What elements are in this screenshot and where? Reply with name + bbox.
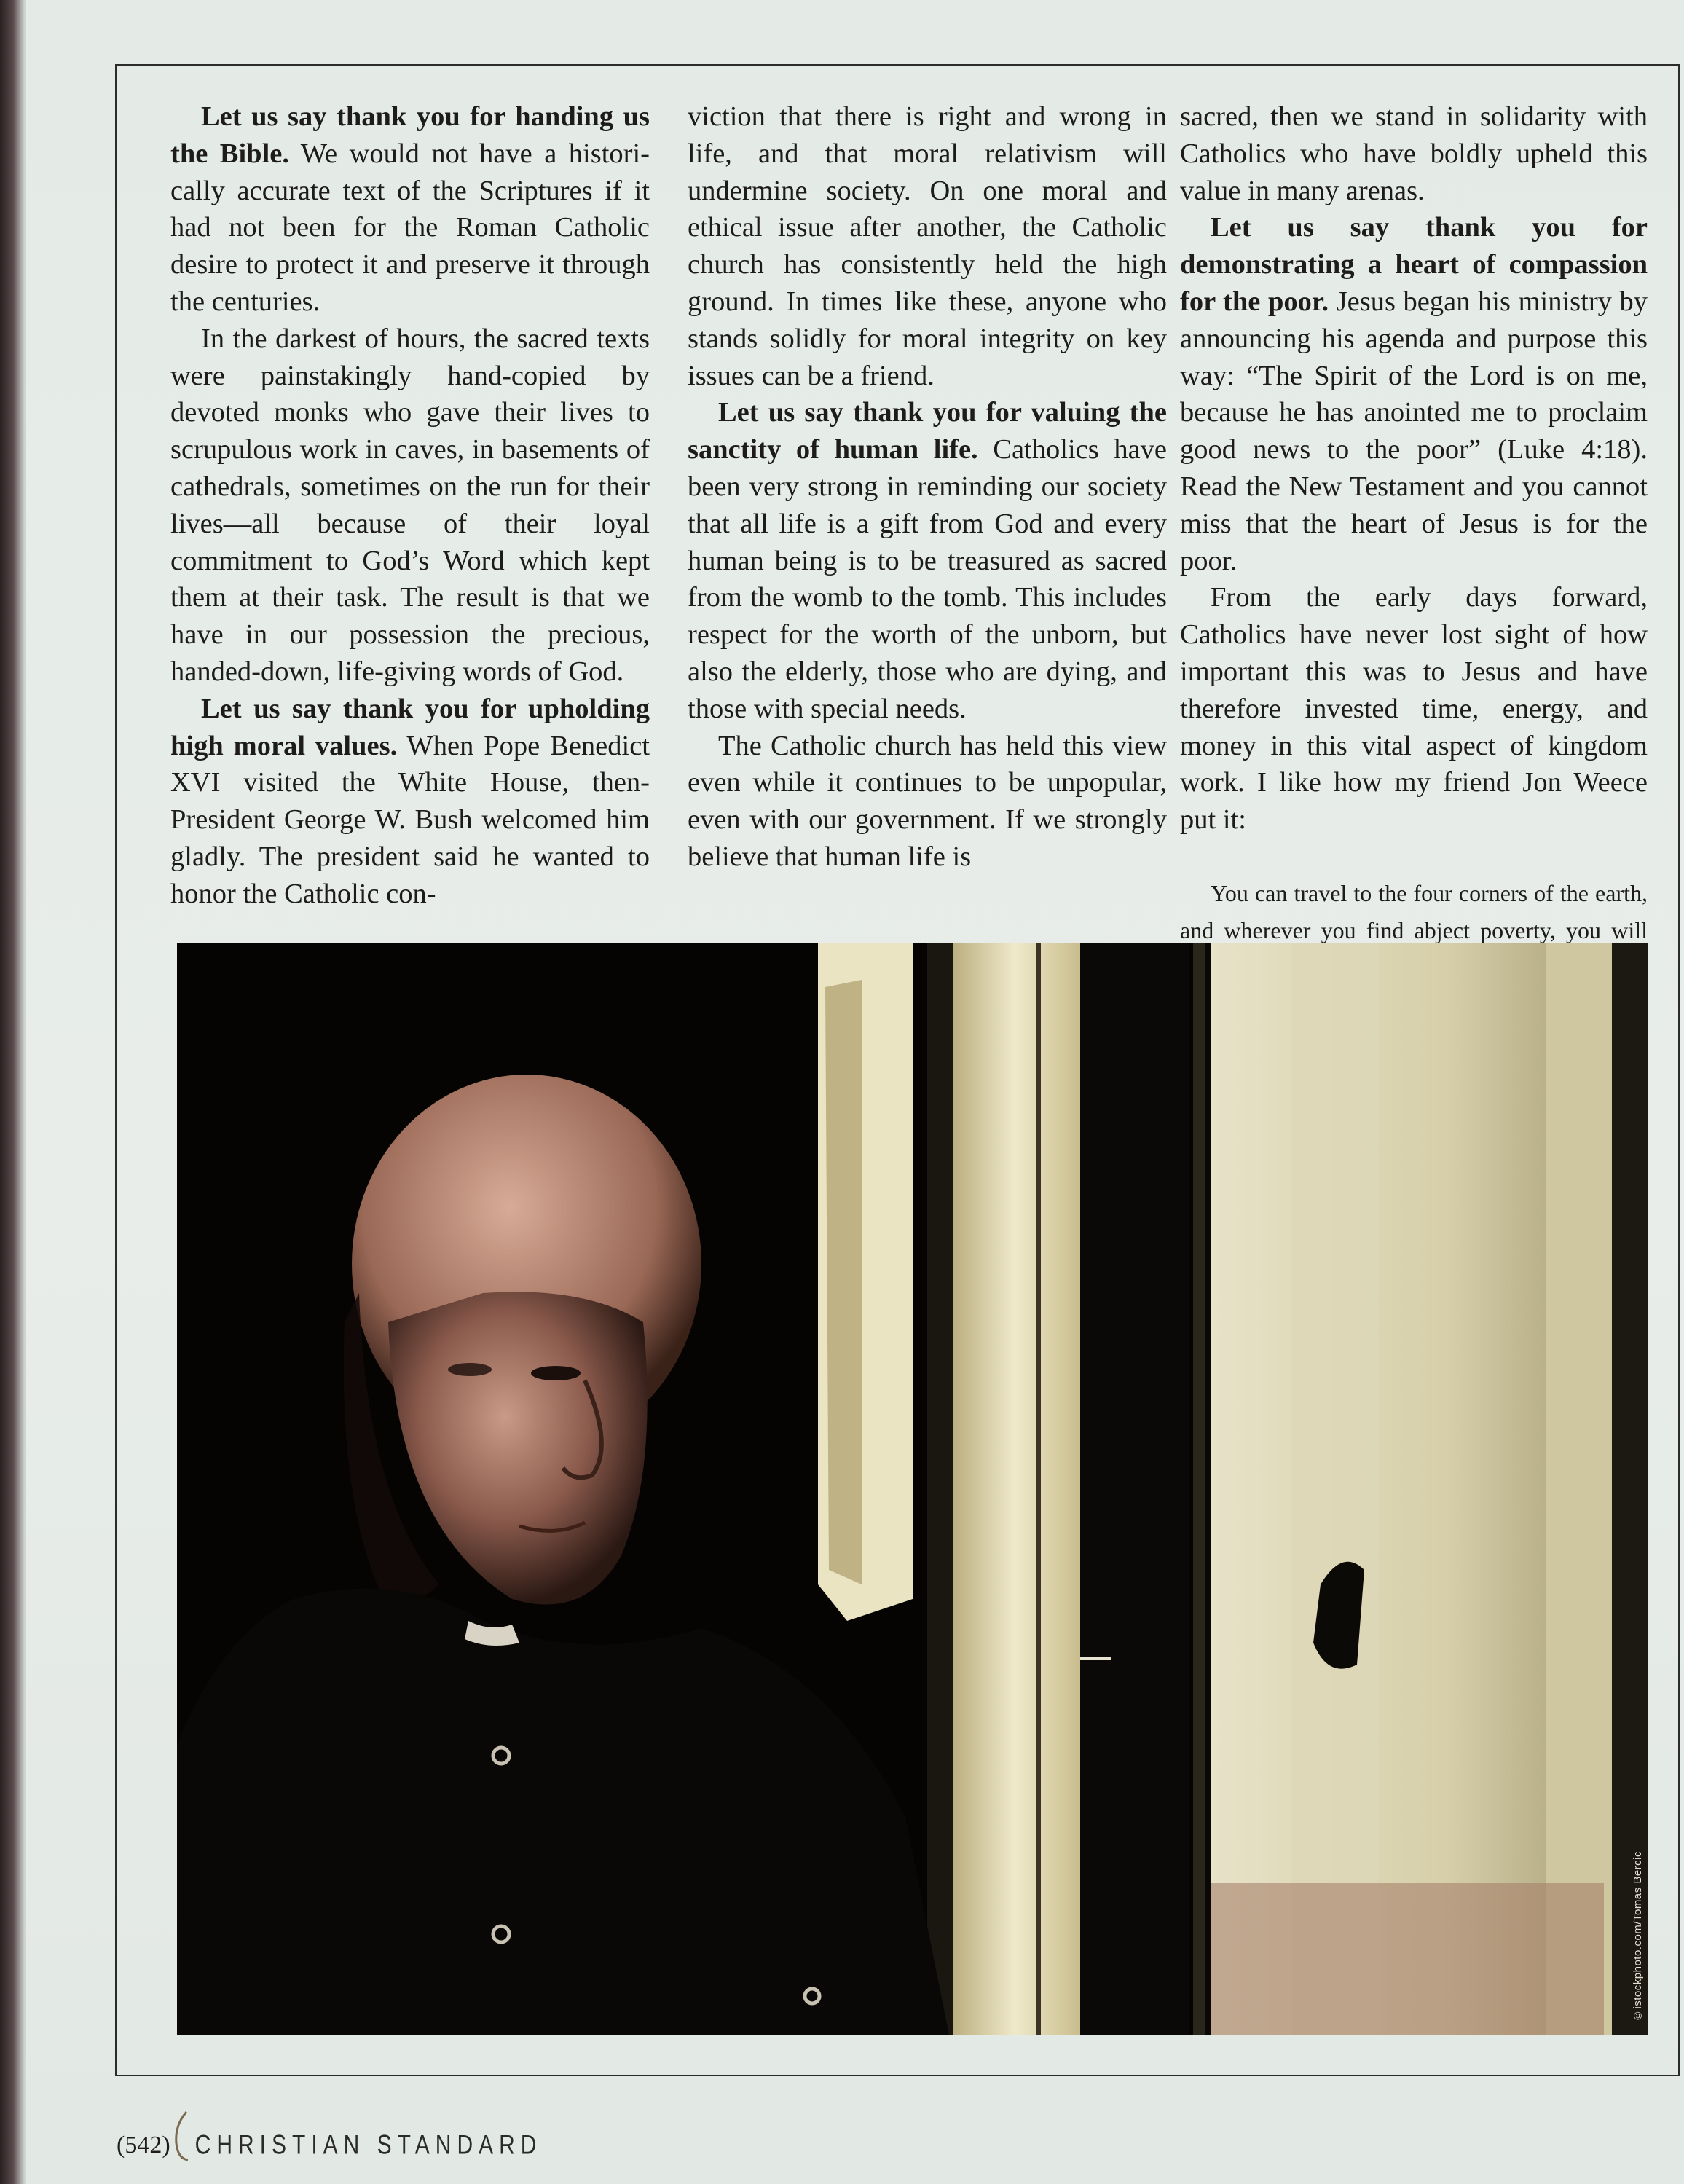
priest-photo (177, 943, 1648, 2035)
paragraph-text: In the darkest of hours, the sacred texts were painstakingly hand-copied by devoted monks who gave their lives to scrupulous work in caves, in basements of cathedrals, sometimes on the run for their lives—all because of their loyal commitment to God’s Word which kept them at their task. The result is that we have in our possession the precious, handed-down, life-giving words of God. (170, 323, 650, 687)
paragraph (1180, 98, 1648, 209)
paragraph-text: Catholics have been very strong in reminding our society that all life is a gift from God and every human being is to be treasured as sacred from the womb to the tomb. This includes respect for the worth of the unborn, but also the elderly, those who are dying, and those with special needs. (688, 434, 1167, 724)
paragraph (170, 98, 650, 321)
paragraph (1180, 209, 1648, 579)
photo-credit: ©istockphoto.com/Tomas Bercic (1632, 1850, 1644, 2022)
section-lead-bold: Let us say thank you for handing us the Bible. (170, 101, 650, 169)
page-footer (117, 2127, 542, 2164)
paragraph-text: When Pope Benedict XVI visited the White House, then-President George W. Bush welcomed him gladly. The president said he wanted to honor the Catholic con- (170, 730, 650, 909)
section-lead-bold: Let us say thank you for upholding high moral values. (170, 693, 650, 761)
article-column-3 (1180, 98, 1648, 986)
paragraph-text: viction that there is right and wrong in life, and that moral relativism will undermine society. On one moral and ethical issue after another, the Catholic church has consistently held the high ground. In times like these, anyone who stands solidly for moral integrity on key issues can be a friend. (688, 101, 1167, 391)
paragraph (170, 321, 650, 691)
paragraph-text: Jesus began his ministry by announcing his agenda and purpose this way: “The Spirit of the Lord is on me, because he has anointed me to proclaim good news to the poor” (Luke 4:18). Read the New Testament and you cannot miss that the heart of Jesus is for the poor. (1180, 286, 1648, 576)
paragraph (170, 691, 650, 913)
section-lead-bold: Let us say thank you for demonstrating a heart of compassion for the poor. (1180, 212, 1648, 317)
paragraph (688, 98, 1167, 394)
paragraph (1180, 579, 1648, 838)
block-quote: You can travel to the four corners of the earth, and wherever you find abject poverty, you will (1180, 879, 1648, 943)
magazine-logo-icon (172, 2110, 191, 2161)
paragraph-text: sacred, then we stand in solidarity with Catholics who have boldly upheld this value in many arenas. (1180, 101, 1648, 206)
magazine-name: CHRISTIAN STANDARD (194, 2129, 543, 2160)
photo-illustration (177, 943, 1648, 2035)
paragraph-text: The Catholic church has held this view even while it continues to be unpopular, even with our government. If we strongly believe that human life is (688, 730, 1167, 872)
article-column-1 (170, 98, 650, 913)
section-lead-bold: Let us say thank you for valuing the sanctity of human life. (688, 397, 1167, 466)
paragraph-text: From the early days forward, Catholics have never lost sight of how important this was to Jesus and have therefore invested time, energy, and money in this vital aspect of kingdom work. I like how my friend Jon Weece put it: (1180, 582, 1648, 836)
paragraph-text: We would not have a historically accurate text of the Scriptures if it had not been for the Roman Catholic desire to protect it and preserve it through the centuries. (170, 138, 650, 317)
page-number: (542) (117, 2132, 170, 2159)
paragraph (688, 394, 1167, 727)
paragraph (688, 728, 1167, 876)
article-column-2 (688, 98, 1167, 876)
